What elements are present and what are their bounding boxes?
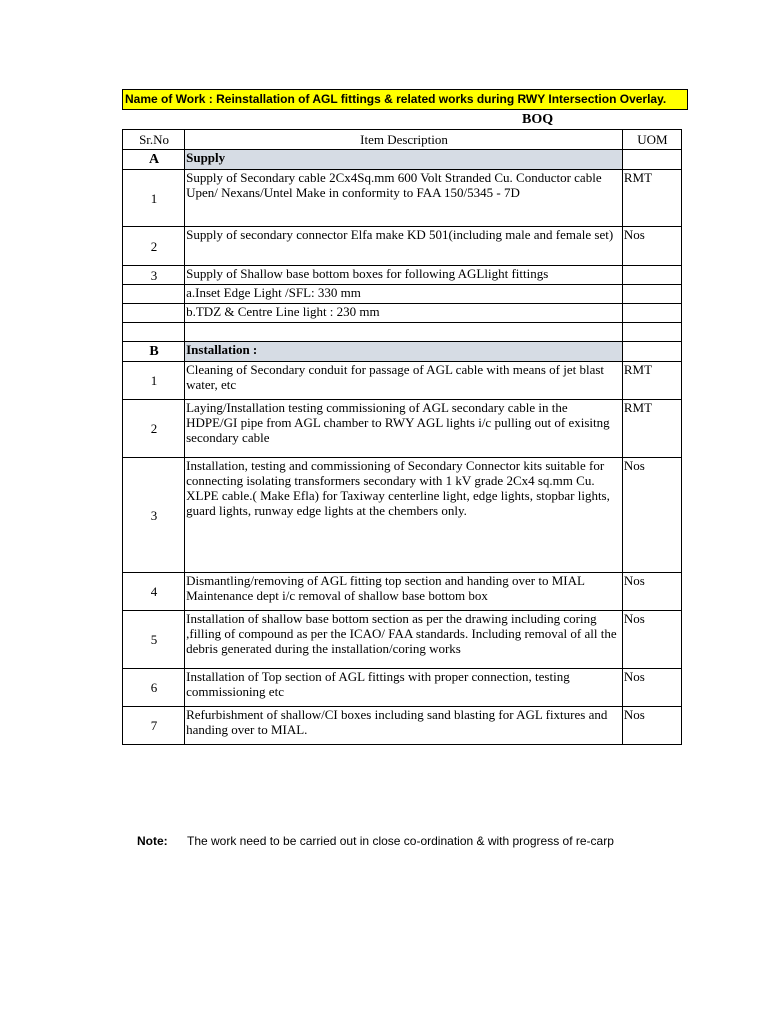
section-name: Installation :	[185, 342, 623, 362]
col-header-uom: UOM	[622, 130, 681, 150]
table-row	[123, 362, 682, 400]
row-desc: Refurbishment of shallow/CI boxes including sand blasting for AGL fixtures and handing over to MIAL.	[185, 707, 623, 745]
section-row-b	[123, 342, 682, 362]
row-uom: Nos	[622, 611, 681, 669]
note-text: The work need to be carried out in close co-ordination & with progress of re-carp	[187, 834, 614, 848]
row-uom: Nos	[622, 707, 681, 745]
row-desc: Installation of Top section of AGL fittings with proper connection, testing commissioning etc	[185, 669, 623, 707]
section-uom	[622, 150, 681, 170]
table-row	[123, 285, 682, 304]
row-uom: RMT	[622, 170, 681, 227]
table-row	[123, 458, 682, 573]
row-uom	[622, 285, 681, 304]
row-sr: 6	[123, 669, 185, 707]
row-sr: 3	[123, 266, 185, 285]
row-sr: 2	[123, 400, 185, 458]
section-row-a	[123, 150, 682, 170]
row-sr: 5	[123, 611, 185, 669]
row-desc: Dismantling/removing of AGL fitting top section and handing over to MIAL Maintenance dept i/c removal of shallow base bottom box	[185, 573, 623, 611]
row-uom: Nos	[622, 573, 681, 611]
row-sr	[123, 285, 185, 304]
section-name: Supply	[185, 150, 623, 170]
row-sr: 2	[123, 227, 185, 266]
row-uom	[622, 266, 681, 285]
table-row	[123, 323, 682, 342]
table-row	[123, 227, 682, 266]
section-uom	[622, 342, 681, 362]
table-row	[123, 266, 682, 285]
row-sr: 3	[123, 458, 185, 573]
row-uom: Nos	[622, 227, 681, 266]
row-desc: Laying/Installation testing commissioning of AGL secondary cable in the HDPE/GI pipe from AGL chamber to RWY AGL lights i/c pulling out of exisitng secondary cable	[185, 400, 623, 458]
table-row	[123, 573, 682, 611]
section-code: B	[123, 342, 185, 362]
row-uom: RMT	[622, 362, 681, 400]
table-row	[123, 611, 682, 669]
col-header-sr: Sr.No	[123, 130, 185, 150]
row-desc: b.TDZ & Centre Line light : 230 mm	[185, 304, 623, 323]
row-uom	[622, 323, 681, 342]
table-row	[123, 170, 682, 227]
table-row	[123, 304, 682, 323]
row-uom: Nos	[622, 458, 681, 573]
table-row	[123, 707, 682, 745]
work-title: Name of Work : Reinstallation of AGL fittings & related works during RWY Intersection Overlay.	[122, 89, 688, 110]
row-sr	[123, 323, 185, 342]
row-sr: 4	[123, 573, 185, 611]
row-desc: Supply of secondary connector Elfa make KD 501(including male and female set)	[185, 227, 623, 266]
row-desc	[185, 323, 623, 342]
row-uom: RMT	[622, 400, 681, 458]
row-sr: 7	[123, 707, 185, 745]
table-header-row	[123, 130, 682, 150]
row-uom: Nos	[622, 669, 681, 707]
section-code: A	[123, 150, 185, 170]
note-label: Note:	[137, 834, 168, 848]
row-desc: Supply of Secondary cable 2Cx4Sq.mm 600 Volt Stranded Cu. Conductor cable Upen/ Nexans/Untel Make in conformity to FAA 150/5345 - 7D	[185, 170, 623, 227]
row-desc: Installation of shallow base bottom section as per the drawing including coring ,filling of compound as per the ICAO/ FAA standards. Including removal of all the debris generated during the installation/coring works	[185, 611, 623, 669]
table-row	[123, 400, 682, 458]
row-desc: Installation, testing and commissioning of Secondary Connector kits suitable for connecting isolating transformers secondary with 1 kV grade 2Cx4 sq.mm Cu. XLPE cable.( Make Efla) for Taxiway centerline light, edge lights, stopbar lights, guard lights, runway edge lights at the chembers only.	[185, 458, 623, 573]
row-sr: 1	[123, 170, 185, 227]
row-sr: 1	[123, 362, 185, 400]
row-desc: Supply of Shallow base bottom boxes for following AGLlight fittings	[185, 266, 623, 285]
boq-table	[122, 129, 682, 745]
table-row	[123, 669, 682, 707]
row-desc: Cleaning of Secondary conduit for passage of AGL cable with means of jet blast water, etc	[185, 362, 623, 400]
boq-label: BOQ	[522, 112, 554, 127]
row-uom	[622, 304, 681, 323]
row-desc: a.Inset Edge Light /SFL: 330 mm	[185, 285, 623, 304]
col-header-desc: Item Description	[185, 130, 623, 150]
row-sr	[123, 304, 185, 323]
